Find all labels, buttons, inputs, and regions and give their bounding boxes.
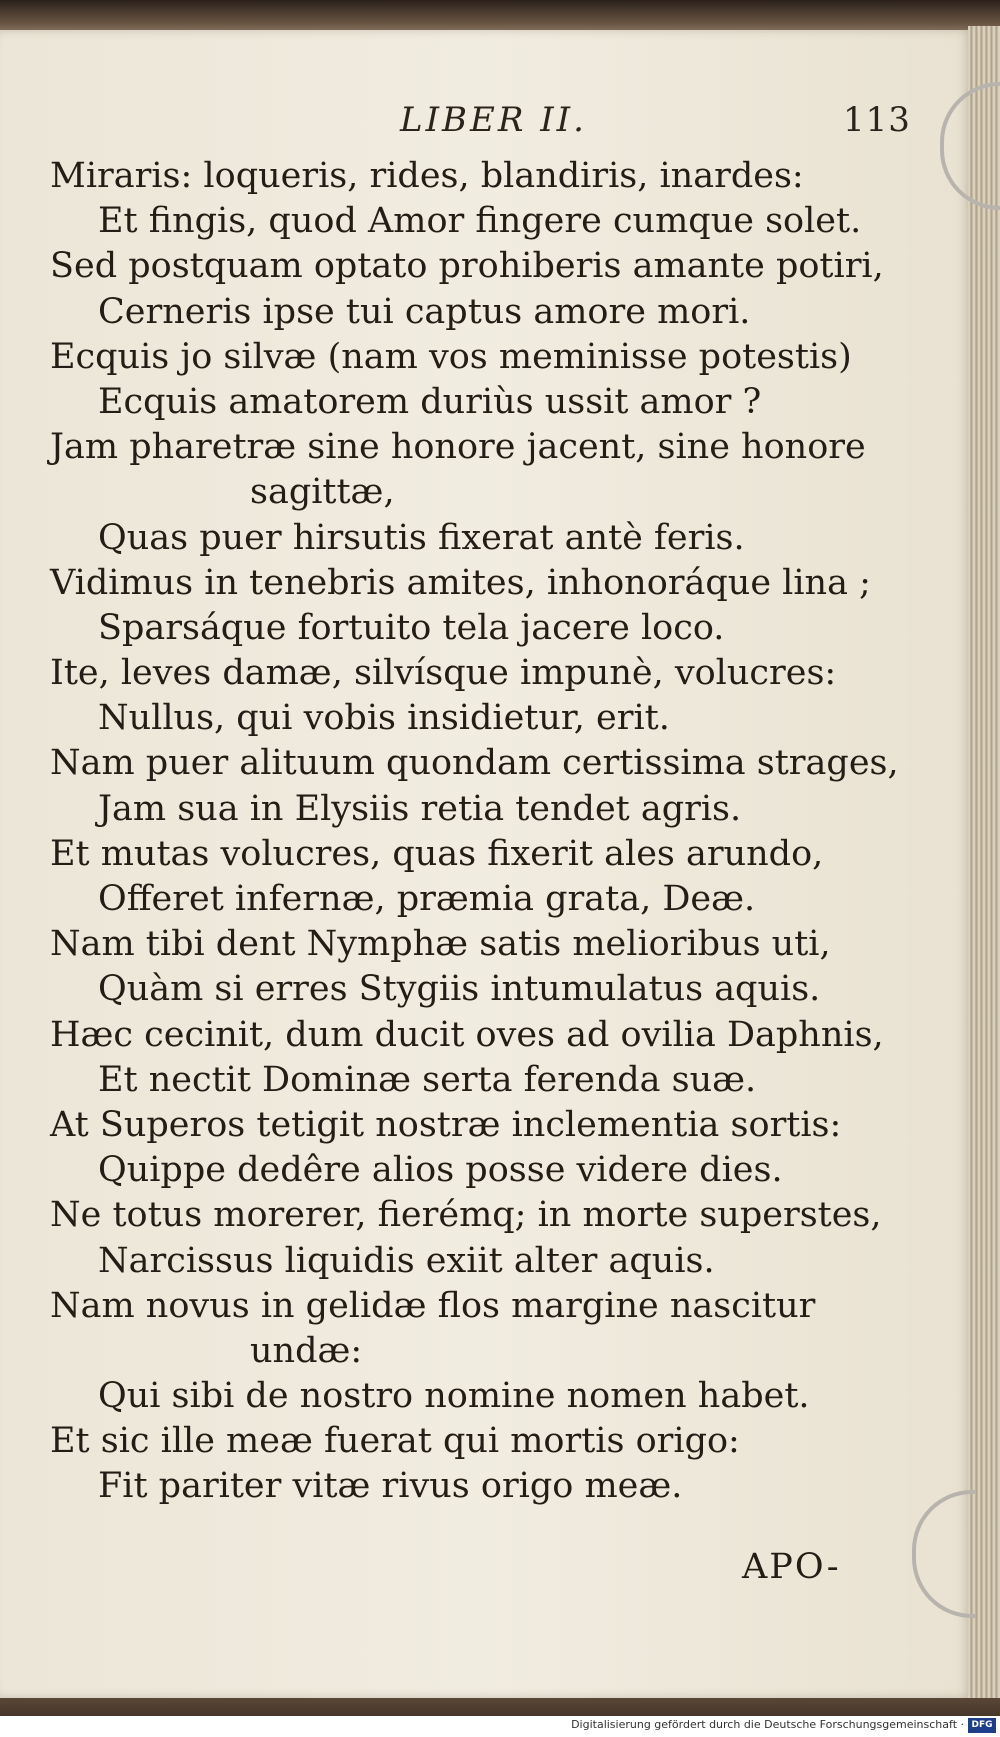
catchword: APO- bbox=[742, 1547, 841, 1587]
verse-line: Fit pariter vitæ rivus origo meæ. bbox=[98, 1466, 683, 1507]
verse-line-continuation: sagittæ, bbox=[250, 472, 395, 513]
verse-line: Sed postquam optato prohiberis amante potiri, bbox=[50, 246, 884, 287]
verse-line: Nam puer alituum quondam certissima strages, bbox=[50, 743, 899, 784]
verse-line: Sparsáque fortuito tela jacere loco. bbox=[98, 607, 725, 648]
dfg-logo: DFG bbox=[968, 1718, 996, 1733]
running-head: LIBER II. bbox=[400, 100, 587, 140]
verse-line: Nam tibi dent Nymphæ satis melioribus uti, bbox=[50, 924, 831, 965]
page-number: 113 bbox=[843, 100, 911, 140]
verse-line: Jam pharetræ sine honore jacent, sine honore bbox=[50, 427, 866, 468]
verse-line: Quippe dedêre alios posse videre dies. bbox=[98, 1150, 783, 1191]
verse-line: Ne totus morerer, fierémq; in morte superstes, bbox=[50, 1195, 882, 1236]
verse-line: Quàm si erres Stygiis intumulatus aquis. bbox=[98, 969, 821, 1010]
dfg-credit-text: Digitalisierung gefördert durch die Deutsche Forschungsgemeinschaft · bbox=[571, 1718, 964, 1731]
verse-line: At Superos tetigit nostræ inclementia sortis: bbox=[50, 1104, 842, 1145]
verse-line: Ite, leves damæ, silvísque impunè, volucres: bbox=[50, 653, 837, 694]
digitization-footer bbox=[0, 1716, 1000, 1737]
verse-line: Et nectit Dominæ serta ferenda suæ. bbox=[98, 1059, 757, 1100]
verse-line: Ecquis amatorem duriùs ussit amor ? bbox=[98, 381, 762, 422]
verse-line: Miraris: loqueris, rides, blandiris, inardes: bbox=[50, 156, 804, 196]
verse-block bbox=[50, 154, 950, 1510]
verse-line: Offeret infernæ, præmia grata, Deæ. bbox=[98, 879, 756, 919]
verse-line: Et mutas volucres, quas fixerit ales arundo, bbox=[50, 833, 824, 874]
verse-line: Nullus, qui vobis insidietur, erit. bbox=[98, 698, 670, 739]
verse-line: Et fingis, quod Amor fingere cumque solet. bbox=[98, 201, 862, 242]
verse-line: Cerneris ipse tui captus amore mori. bbox=[98, 291, 751, 332]
verse-line: Hæc cecinit, dum ducit oves ad ovilia Daphnis, bbox=[50, 1014, 884, 1055]
verse-line: Vidimus in tenebris amites, inhonoráque lina ; bbox=[50, 562, 871, 603]
verse-line: Ecquis jo silvæ (nam vos meminisse potestis) bbox=[50, 336, 852, 377]
page-edges bbox=[968, 26, 1000, 1702]
verse-line: Quas puer hirsutis fixerat antè feris. bbox=[98, 517, 745, 558]
verse-line: Qui sibi de nostro nomine nomen habet. bbox=[98, 1376, 810, 1417]
verse-line: Narcissus liquidis exiit alter aquis. bbox=[98, 1240, 715, 1281]
verse-line: Jam sua in Elysiis retia tendet agris. bbox=[98, 788, 742, 829]
page-header bbox=[0, 92, 972, 142]
verse-line: Nam novus in gelidæ flos margine nascitur bbox=[50, 1285, 816, 1326]
verse-line: Et sic ille meæ fuerat qui mortis origo: bbox=[50, 1421, 740, 1462]
book-page bbox=[0, 30, 972, 1698]
verse-line-continuation: undæ: bbox=[250, 1330, 363, 1371]
book-top-edge bbox=[0, 0, 1000, 34]
